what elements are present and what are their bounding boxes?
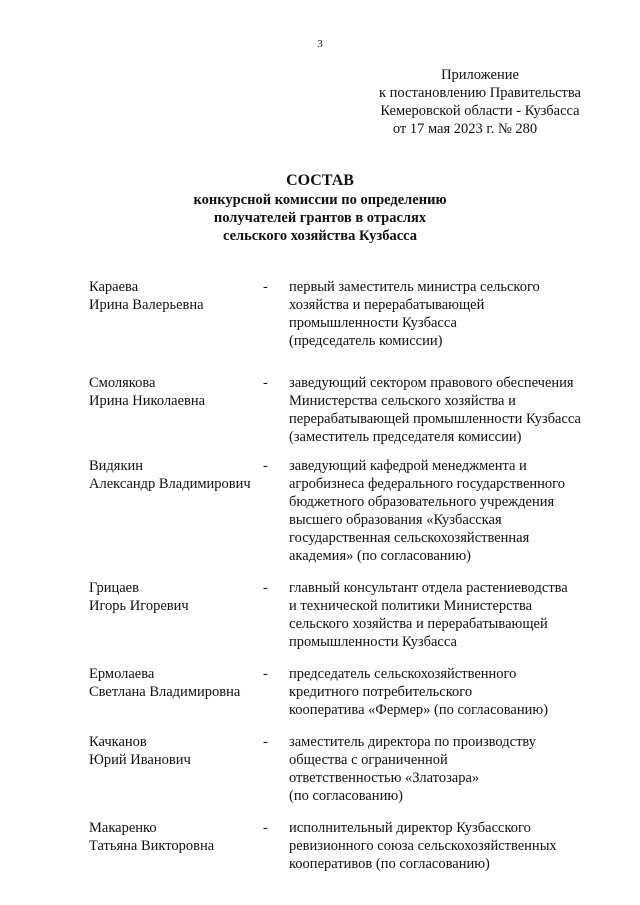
member-name: [89, 278, 261, 350]
title-subtitle-line: сельского хозяйства Кузбасса: [222, 228, 418, 244]
member-role-line: бюджетного образовательного учреждения: [289, 494, 555, 510]
member-given-names: Ирина Николаевна: [89, 393, 206, 409]
member-surname: Караева: [89, 279, 139, 295]
member-surname: Видякин: [89, 458, 144, 474]
member-entry: [89, 278, 609, 350]
member-name: [89, 457, 261, 565]
appendix-line: к постановлению Правительства: [379, 85, 581, 101]
title-subtitle-line: конкурсной комиссии по определению: [193, 192, 447, 208]
member-role-line: заместитель директора по производству: [289, 734, 537, 750]
page-number: 3: [317, 38, 323, 50]
member-dash: -: [263, 279, 268, 295]
member-dash: -: [263, 734, 268, 750]
member-given-names: Игорь Игоревич: [89, 598, 189, 614]
member-role-line: высшего образования «Кузбасская: [289, 512, 502, 528]
member-role-line: промышленности Кузбасса: [289, 315, 457, 331]
member-name: [89, 579, 261, 651]
member-role-line: главный консультант отдела растениеводства: [289, 580, 568, 596]
member-role: [289, 457, 609, 565]
member-dash: -: [263, 820, 268, 836]
member-role-line: первый заместитель министра сельского: [289, 279, 540, 295]
member-role-line: Министерства сельского хозяйства и: [289, 393, 516, 409]
member-role-line: и технической политики Министерства: [289, 598, 533, 614]
member-role: [289, 665, 609, 719]
member-role-line: перерабатывающей промышленности Кузбасса: [289, 411, 581, 427]
member-entry: [89, 665, 609, 719]
member-role-line: агробизнеса федерального государственного: [289, 476, 565, 492]
member-surname: Ермолаева: [89, 666, 155, 682]
member-dash: -: [263, 375, 268, 391]
member-given-names: Татьяна Викторовна: [89, 838, 215, 854]
member-surname: Качканов: [89, 734, 147, 750]
member-entry: [89, 733, 609, 805]
member-name: [89, 374, 261, 446]
member-given-names: Ирина Валерьевна: [89, 297, 204, 313]
member-role: [289, 819, 609, 873]
member-entry: [89, 374, 609, 446]
member-role-line: исполнительный директор Кузбасского: [289, 820, 531, 836]
appendix-line: Приложение: [441, 67, 519, 83]
title-subtitle-line: получателей грантов в отраслях: [213, 210, 427, 226]
member-role-line: кооперативов (по согласованию): [289, 856, 490, 872]
appendix-line: от 17 мая 2023 г. № 280: [392, 121, 538, 137]
member-entry: [89, 457, 609, 565]
member-role-line: кооператива «Фермер» (по согласованию): [289, 702, 549, 718]
member-role-line: сельского хозяйства и перерабатывающей: [289, 616, 548, 632]
member-role-line: председатель сельскохозяйственного: [289, 666, 517, 682]
member-given-names: Светлана Владимировна: [89, 684, 241, 700]
appendix-header: [360, 66, 600, 138]
member-dash: -: [263, 666, 268, 682]
member-role-line: (по согласованию): [289, 788, 403, 804]
member-name: [89, 665, 261, 719]
commission-members-list: [89, 278, 609, 873]
member-entry: [89, 579, 609, 651]
member-dash: -: [263, 580, 268, 596]
title-main: СОСТАВ: [286, 172, 354, 189]
member-role-line: промышленности Кузбасса: [289, 634, 457, 650]
title-subtitle: [0, 191, 640, 245]
member-role-line: (председатель комиссии): [289, 333, 443, 349]
member-given-names: Александр Владимирович: [89, 476, 251, 492]
member-entry: [89, 819, 609, 873]
member-role-line: государственная сельскохозяйственная: [289, 530, 530, 546]
member-surname: Грицаев: [89, 580, 139, 596]
member-role-line: ответственностью «Златозара»: [289, 770, 480, 786]
member-role-line: хозяйства и перерабатывающей: [289, 297, 485, 313]
member-role: [289, 374, 609, 446]
member-dash: -: [263, 458, 268, 474]
member-given-names: Юрий Иванович: [89, 752, 191, 768]
member-name: [89, 819, 261, 873]
member-name: [89, 733, 261, 805]
member-role: [289, 579, 609, 651]
member-role-line: общества с ограниченной: [289, 752, 448, 768]
document-title: [0, 171, 640, 245]
member-role-line: заведующий кафедрой менеджмента и: [289, 458, 527, 474]
appendix-line: Кемеровской области - Кузбасса: [380, 103, 580, 119]
member-role-line: (заместитель председателя комиссии): [289, 429, 522, 445]
member-role: [289, 733, 609, 805]
member-role-line: заведующий сектором правового обеспечения: [289, 375, 574, 391]
member-role-line: кредитного потребительского: [289, 684, 473, 700]
member-role-line: ревизионного союза сельскохозяйственных: [289, 838, 557, 854]
member-role: [289, 278, 609, 350]
member-role-line: академия» (по согласованию): [289, 548, 471, 564]
member-surname: Смолякова: [89, 375, 156, 391]
member-surname: Макаренко: [89, 820, 157, 836]
